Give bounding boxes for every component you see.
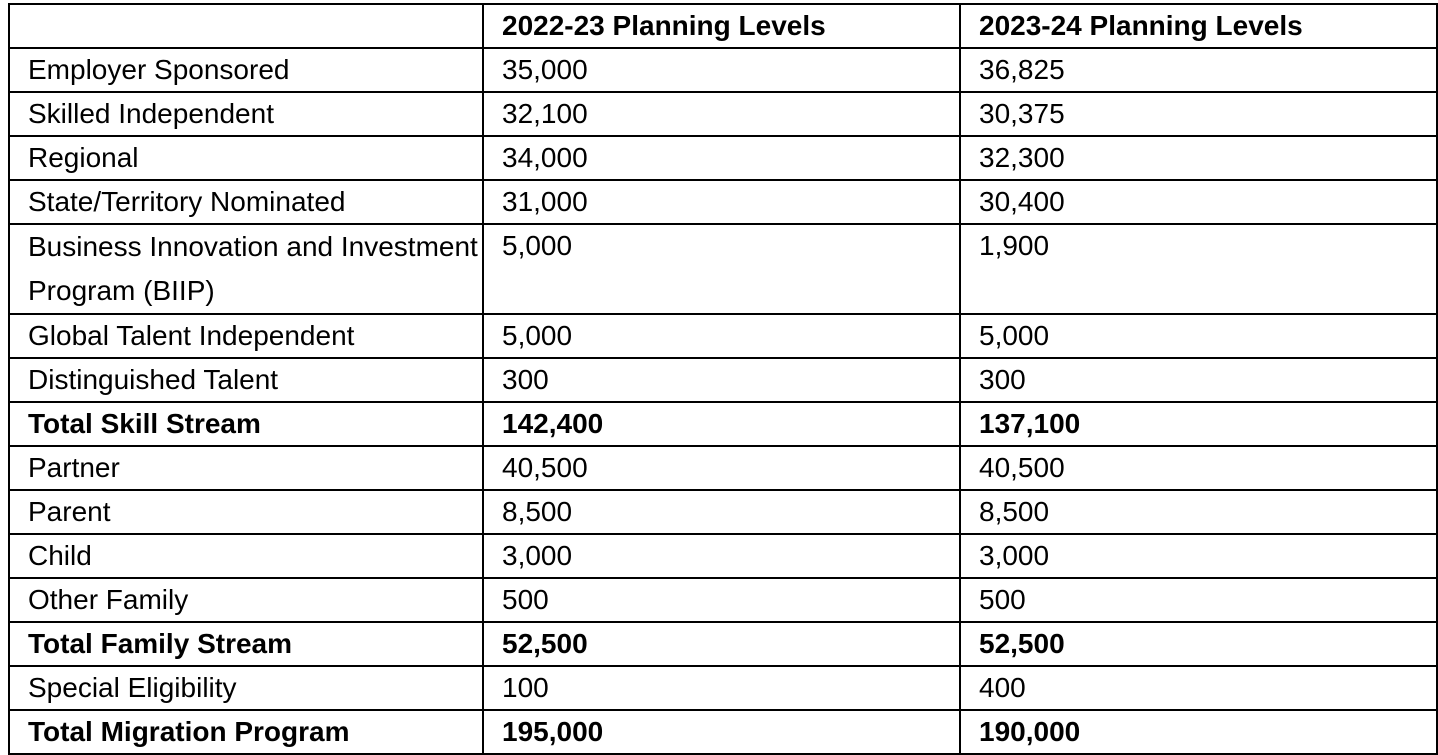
row-label: Total Skill Stream [9, 402, 483, 446]
table-row [9, 578, 1437, 622]
table-row [9, 358, 1437, 402]
value-2022-23: 8,500 [483, 490, 960, 534]
table-row [9, 314, 1437, 358]
header-2022-23: 2022-23 Planning Levels [483, 4, 960, 48]
row-label: Partner [9, 446, 483, 490]
row-label: Child [9, 534, 483, 578]
row-label: Special Eligibility [9, 666, 483, 710]
total-row [9, 622, 1437, 666]
table-row [9, 48, 1437, 92]
table-row [9, 666, 1437, 710]
value-2023-24: 1,900 [960, 224, 1437, 314]
value-2022-23: 40,500 [483, 446, 960, 490]
value-2023-24: 500 [960, 578, 1437, 622]
table-body [9, 48, 1437, 754]
value-2022-23: 34,000 [483, 136, 960, 180]
table-row [9, 490, 1437, 534]
value-2023-24: 190,000 [960, 710, 1437, 754]
row-label: State/Territory Nominated [9, 180, 483, 224]
row-label: Employer Sponsored [9, 48, 483, 92]
header-row [9, 4, 1437, 48]
value-2023-24: 137,100 [960, 402, 1437, 446]
row-label: Total Migration Program [9, 710, 483, 754]
row-label: Business Innovation and Investment Program (BIIP) [9, 224, 483, 314]
table-row [9, 446, 1437, 490]
value-2022-23: 32,100 [483, 92, 960, 136]
row-label: Parent [9, 490, 483, 534]
value-2022-23: 195,000 [483, 710, 960, 754]
value-2023-24: 52,500 [960, 622, 1437, 666]
value-2022-23: 300 [483, 358, 960, 402]
value-2022-23: 100 [483, 666, 960, 710]
value-2022-23: 142,400 [483, 402, 960, 446]
value-2023-24: 40,500 [960, 446, 1437, 490]
table-header [9, 4, 1437, 48]
row-label: Distinguished Talent [9, 358, 483, 402]
value-2023-24: 400 [960, 666, 1437, 710]
row-label: Global Talent Independent [9, 314, 483, 358]
value-2022-23: 5,000 [483, 224, 960, 314]
total-row [9, 402, 1437, 446]
value-2023-24: 3,000 [960, 534, 1437, 578]
value-2023-24: 300 [960, 358, 1437, 402]
value-2023-24: 30,400 [960, 180, 1437, 224]
value-2023-24: 8,500 [960, 490, 1437, 534]
value-2022-23: 5,000 [483, 314, 960, 358]
row-label: Skilled Independent [9, 92, 483, 136]
table-row [9, 136, 1437, 180]
row-label: Total Family Stream [9, 622, 483, 666]
table-row [9, 92, 1437, 136]
value-2022-23: 31,000 [483, 180, 960, 224]
value-2022-23: 52,500 [483, 622, 960, 666]
table-row [9, 224, 1437, 314]
header-category [9, 4, 483, 48]
migration-planning-table [8, 3, 1438, 755]
value-2023-24: 36,825 [960, 48, 1437, 92]
value-2022-23: 35,000 [483, 48, 960, 92]
value-2022-23: 500 [483, 578, 960, 622]
table-row [9, 534, 1437, 578]
value-2023-24: 30,375 [960, 92, 1437, 136]
value-2023-24: 5,000 [960, 314, 1437, 358]
row-label: Regional [9, 136, 483, 180]
row-label: Other Family [9, 578, 483, 622]
header-2023-24: 2023-24 Planning Levels [960, 4, 1437, 48]
value-2023-24: 32,300 [960, 136, 1437, 180]
total-row [9, 710, 1437, 754]
table-row [9, 180, 1437, 224]
value-2022-23: 3,000 [483, 534, 960, 578]
